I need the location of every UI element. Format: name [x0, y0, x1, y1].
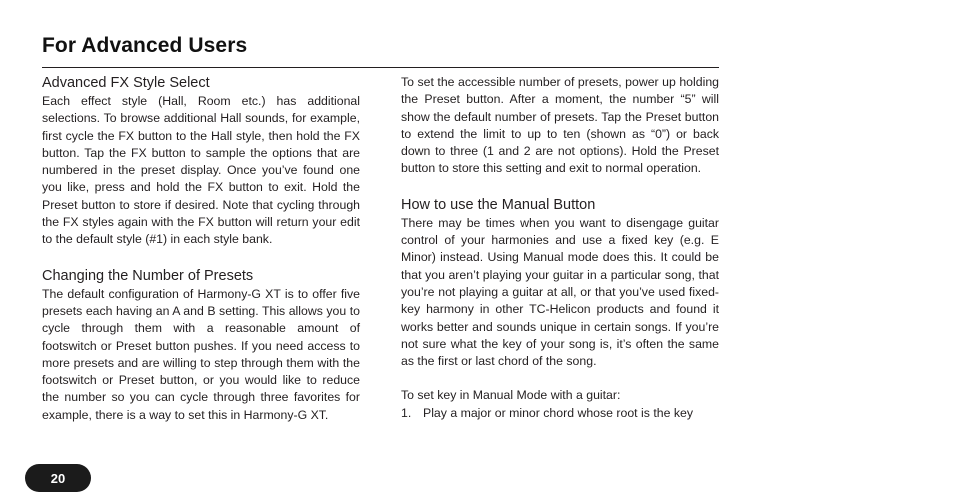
presets-instructions: To set the accessible number of presets, power up holding the Preset button. After a moment, the number “5” will show the default number of presets. Tap the Preset button to extend the limit to up to ten (shown as “0”) or back down to three (1 and 2 are not options). Hold the Preset button to store this setting and exit to normal operation. — [401, 75, 719, 176]
list-item — [401, 405, 719, 422]
section-body: There may be times when you want to disengage guitar control of your harmonies and use a fixed key (e.g. E Minor) instead. Using Manual mode does this. It could be that you aren’t playing your guitar in a particular song, that you’re not playing a guitar at all, or that you’ve used fixed-key harmony in other TC-Helicon products and found it works better and sounds unique in certain songs. If you’re not sure what the key of your song is, it’s often the same as the first or last chord of the song. — [401, 215, 719, 369]
title-divider — [42, 67, 719, 68]
section-manual-button — [401, 196, 719, 422]
spacer — [401, 178, 719, 196]
steps-intro: To set key in Manual Mode with a guitar: — [401, 388, 621, 403]
page-number: 20 — [50, 470, 66, 486]
section-heading: Changing the Number of Presets — [42, 267, 254, 284]
section-body: Each effect style (Hall, Room etc.) has additional selections. To browse additional Hall sounds, for example, first cycle the FX button to the Hall style, then hold the FX button. Tap the FX button to sample the options that are numbered in the preset display. Once you’ve found one you like, press and hold the FX button to exit. Hold the Preset button to store if desired. Note that cycling through the FX styles again with the FX button will return your edit to the default style (#1) in each style bank. — [42, 94, 360, 247]
section-heading: How to use the Manual Button — [401, 196, 596, 213]
section-advanced-fx — [42, 74, 360, 249]
step-text: Play a major or minor chord whose root is the key — [423, 405, 693, 420]
section-body: The default configuration of Harmony-G XT is to offer five presets each having an A and B setting. This allows you to cycle through them with a reasonable amount of footswitch or Preset button pushes. If you need access to more presets and are willing to step through them with the footswitch or Preset button, or you would like to reduce the number so you can cycle through three favorites for example, there is a way to set this in Harmony-G XT. — [42, 286, 360, 422]
right-column — [401, 74, 719, 422]
page-title: For Advanced Users — [42, 34, 248, 57]
left-column — [42, 74, 360, 424]
section-changing-presets — [42, 267, 360, 424]
steps-list — [401, 405, 719, 422]
section-heading: Advanced FX Style Select — [42, 75, 210, 91]
page-number-badge — [25, 464, 91, 492]
step-number: 1. — [401, 405, 412, 420]
